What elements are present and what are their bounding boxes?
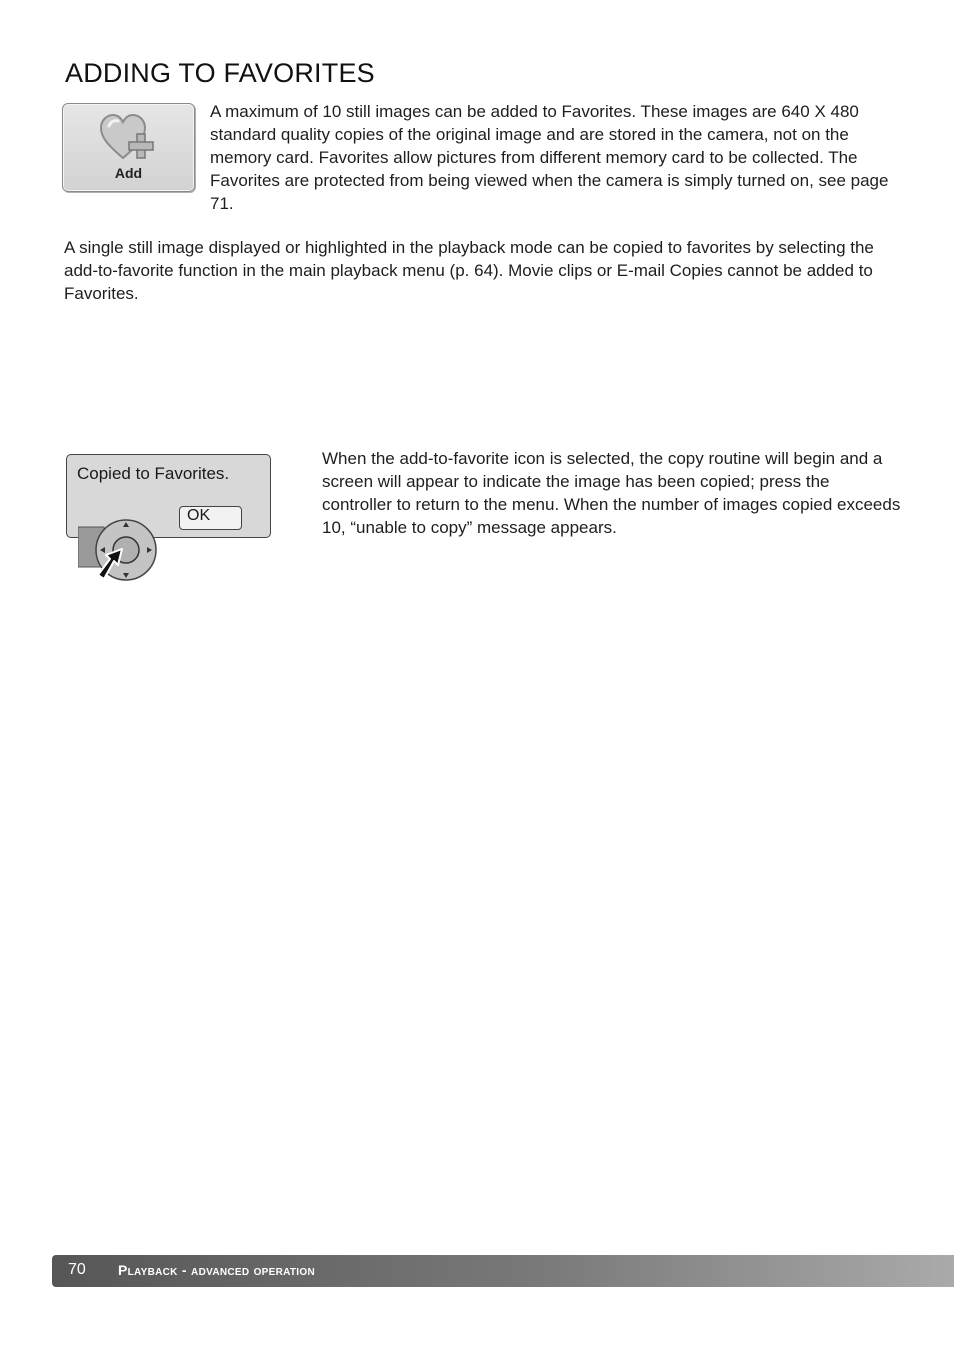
add-to-favorites-icon-button [62,103,195,192]
confirmation-paragraph: When the add-to-favorite icon is selected, the copy routine will begin and a screen will appear to indicate the image has been copied; press the controller to return to the menu. When the number of images copied exceeds 10, “unable to copy” message appears. [322,449,901,537]
ok-button [179,506,242,530]
add-icon-label: Add [114,165,143,181]
page-title: ADDING TO FAVORITES [65,58,375,88]
page-number: 70 [68,1261,86,1278]
intro-paragraph: A maximum of 10 still images can be added to Favorites. These images are 640 X 480 standard quality copies of the original image and are stored in the camera, not on the memory card. Favorites allow pictures from different memory card to be collected. The Favorites are protected from being viewed when the camera is simply turned on, see page 71. [210,102,889,213]
controller-icon [78,515,160,585]
copy-instructions-paragraph: A single still image displayed or highlighted in the playback mode can be copied to favorites by selecting the add-to-favorite function in the main playback menu (p. 64). Movie clips or E-mail Copies cannot be added to Favorites. [64,238,874,303]
heart-plus-icon [99,112,159,166]
section-title: Playback - advanced operation [118,1262,315,1278]
footer-bar [52,1255,954,1287]
ok-button-label: OK [187,507,211,524]
dialog-message: Copied to Favorites. [77,464,230,483]
